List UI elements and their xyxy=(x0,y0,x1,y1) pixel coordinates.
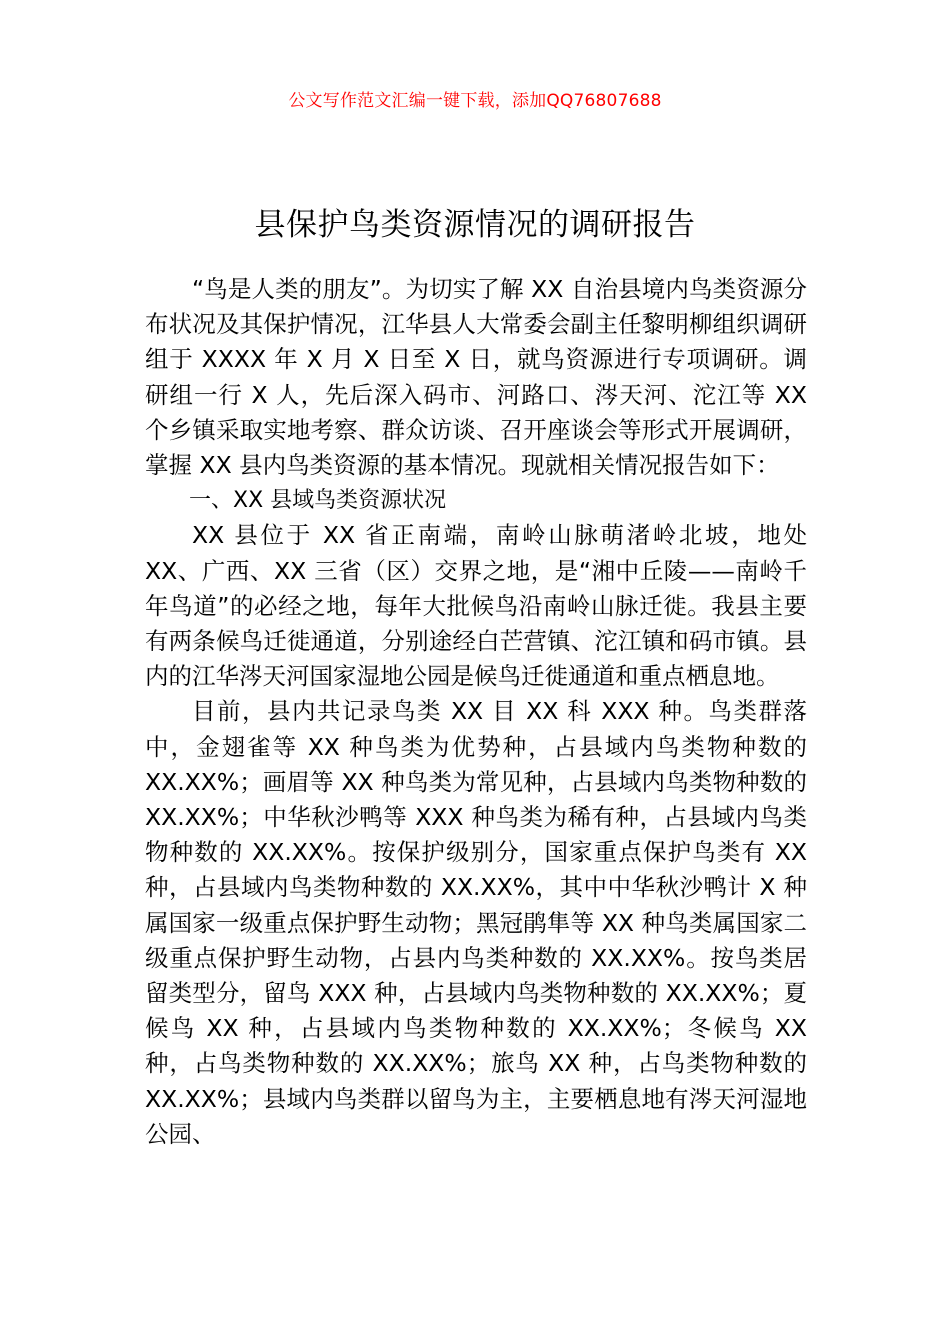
section-heading-1: 一、XX 县域鸟类资源状况 xyxy=(189,488,447,514)
download-notice: 公文写作范文汇编一键下载，添加QQ76807688 xyxy=(288,91,662,111)
document-body xyxy=(145,272,807,1152)
paragraph-intro: “鸟是人类的朋友”。为切实了解 XX 自治县境内鸟类资源分布状况及其保护情况，江华县人大常委会副主任黎明柳组织调研组于 XXXX 年 X 月 X 日至 X 日，就鸟资源进行专项调研。调研组一行 X 人，先后深入码市、河路口、涔天河、沱江等 XX 个乡镇采取实地考察、群众访谈、召开座谈会等形式开展调研，掌握 XX 县内鸟类资源的基本情况。现就相关情况报告如下： xyxy=(145,275,807,480)
paragraph-location: XX 县位于 XX 省正南端，南岭山脉萌渚岭北坡，地处 XX、广西、XX 三省（区）交界之地，是“湘中丘陵——南岭千年鸟道”的必经之地，每年大批候鸟沿南岭山脉迁徙。我县主要有两条候鸟迁徙通道，分别途经白芒营镇、沱江镇和码市镇。县内的江华涔天河国家湿地公园是候鸟迁徙通道和重点栖息地。 xyxy=(145,521,807,691)
document-title: 县保护鸟类资源情况的调研报告 xyxy=(254,206,696,243)
paragraph-species: 目前，县内共记录鸟类 XX 目 XX 科 XXX 种。鸟类群落中，金翅雀等 XX 种鸟类为优势种，占县域内鸟类物种数的 XX.XX%；画眉等 XX 种鸟类为常见种，占县域内鸟类物种数的 XX.XX%；中华秋沙鸭等 XXX 种鸟类为稀有种，占县域内鸟类物种数的 XX.XX%。按保护级别分，国家重点保护鸟类有 XX 种，占县域内鸟类物种数的 XX.XX%，其中中华秋沙鸭计 X 种属国家一级重点保护野生动物；黑冠鹃隼等 XX 种鸟类属国家二级重点保护野生动物，占县内鸟类种数的 XX.XX%。按鸟类居留类型分，留鸟 XXX 种，占县域内鸟类物种数的 XX.XX%；夏候鸟 XX 种，占县域内鸟类物种数的 XX.XX%；冬候鸟 XX 种，占鸟类物种数的 XX.XX%；旅鸟 XX 种，占鸟类物种数的 XX.XX%；县域内鸟类群以留鸟为主，主要栖息地有涔天河湿地公园、 xyxy=(145,697,807,1148)
